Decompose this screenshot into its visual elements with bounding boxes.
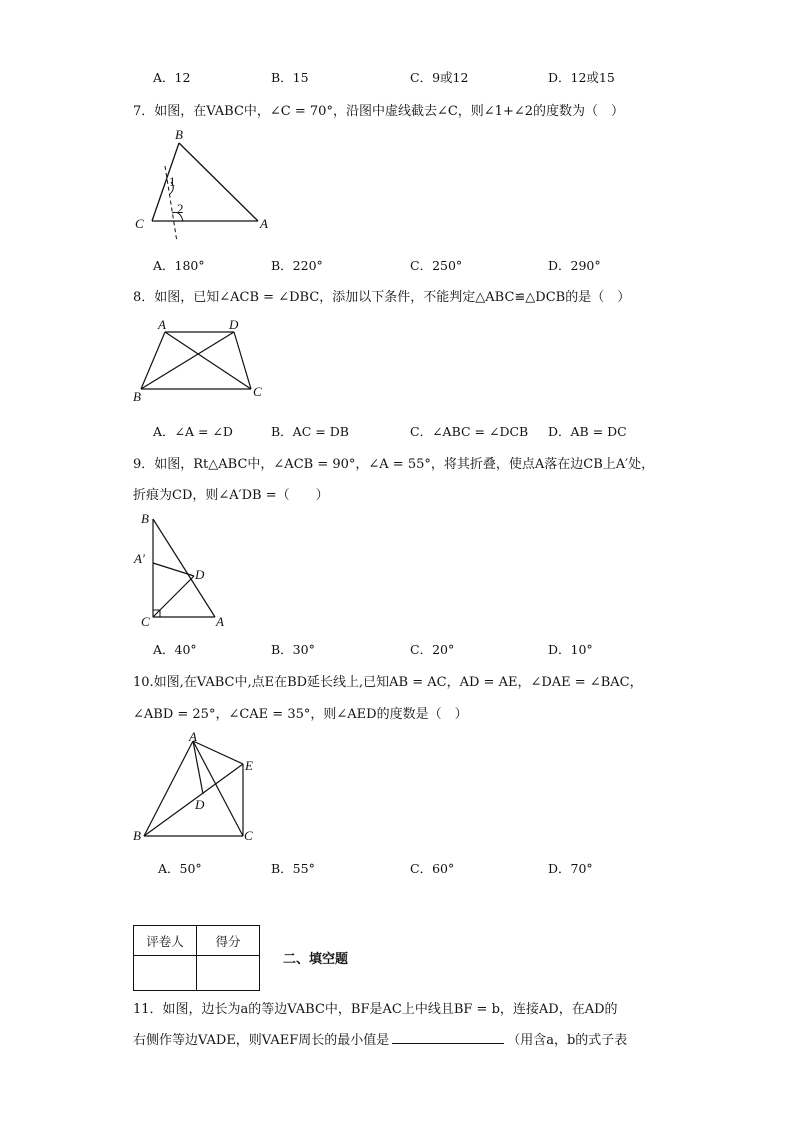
q11-line2-before: 右侧作等边VADE，则VAEF周长的最小值是 [133,1033,390,1048]
q8-option-b: B．AC = DB [271,424,349,439]
q9-label-a1: A′ [134,551,145,566]
q6-option-b: B．15 [271,70,309,85]
q10-stem-line1: 10.如图,在VABC中,点E在BD延长线上,已知AB = AC，AD = AE，∠DAE = ∠BAC， [133,675,643,690]
q8-label-a: A [158,317,166,332]
q7-option-d: D．290° [548,258,601,273]
score-cell [197,956,260,991]
q7-label-a: A [260,216,268,231]
q8-segment-db [141,332,234,389]
q9-label-a: A [216,614,224,629]
q11-answer-blank[interactable] [392,1031,504,1044]
q9-segment-a1d [153,563,194,576]
q8-option-c: C．∠ABC = ∠DCB [410,424,529,439]
q8-option-a: A．∠A = ∠D [153,424,233,439]
q10-side-ab [144,741,193,836]
q8-label-b: B [133,389,141,404]
q9-option-d: D．10° [548,642,593,657]
q9-figure [125,505,245,630]
q7-option-c: C．250° [410,258,463,273]
q8-option-d: D．AB = DC [548,424,627,439]
q8-figure [125,312,285,407]
q7-figure [125,120,285,245]
q11-line2 [133,1029,627,1048]
q8-segment-ab [141,332,165,389]
q7-option-a: A．180° [153,258,205,273]
q10-option-a: A．50° [158,861,202,876]
q6-option-c: C．9或12 [410,70,469,85]
q10-segment-ae [193,741,243,764]
q10-option-b: B．55° [271,861,315,876]
q7-label-2: 2 [177,201,184,216]
q9-option-c: C．20° [410,642,455,657]
q9-stem-line2: 折痕为CD，则∠A′DB =（ ） [133,488,329,503]
q9-label-b: B [141,511,149,526]
reviewer-header: 评卷人 [134,926,197,956]
q10-label-a: A [189,729,197,744]
q8-segment-ac [165,332,251,389]
section-title: 二、填空题 [283,952,349,967]
q10-option-c: C．60° [410,861,455,876]
q10-side-ac [193,741,243,836]
q10-label-b: B [133,828,141,843]
q7-stem: 7．如图，在VABC中，∠C = 70°，沿图中虚线截去∠C，则∠1+∠2的度数为（ ） [133,104,625,119]
q10-label-e: E [245,758,253,773]
q7-label-b: B [175,127,183,142]
q10-option-d: D．70° [548,861,593,876]
q6-option-a: A．12 [153,70,191,85]
q8-stem: 8．如图，已知∠ACB = ∠DBC，添加以下条件，不能判定△ABC≌△DCB的是（ ） [133,290,631,305]
q6-option-d: D．12或15 [548,70,615,85]
q11-line1: 11．如图，边长为a的等边VABC中，BF是AC上中线且BF = b，连接AD，在AD的 [133,1002,618,1017]
q9-option-a: A．40° [153,642,197,657]
q9-stem-line1: 9．如图，Rt△ABC中，∠ACB = 90°，∠A = 55°，将其折叠，使点A落在边CB上A′处， [133,457,655,472]
q10-label-c: C [244,828,253,843]
q10-figure [125,726,275,851]
q7-option-b: B．220° [271,258,323,273]
q10-label-d: D [195,797,205,812]
q8-segment-dc [234,332,251,389]
q9-label-c: C [141,614,150,629]
q7-side-ba [179,143,258,221]
q10-segment-be [144,764,243,836]
q9-side-ba [153,519,215,617]
q7-label-c: C [135,216,144,231]
q9-fold-cd [153,576,194,617]
q11-line2-after: （用含a，b的式子表 [507,1033,628,1048]
q10-stem-line2: ∠ABD = 25°，∠CAE = 35°，则∠AED的度数是（ ） [133,707,468,722]
score-table [133,925,260,991]
q8-label-c: C [253,384,262,399]
reviewer-cell [134,956,197,991]
score-header: 得分 [197,926,260,956]
q8-label-d: D [229,317,239,332]
q9-label-d: D [195,567,205,582]
q7-label-1: 1 [169,174,176,189]
q9-option-b: B．30° [271,642,315,657]
q10-segment-ad [193,741,203,794]
